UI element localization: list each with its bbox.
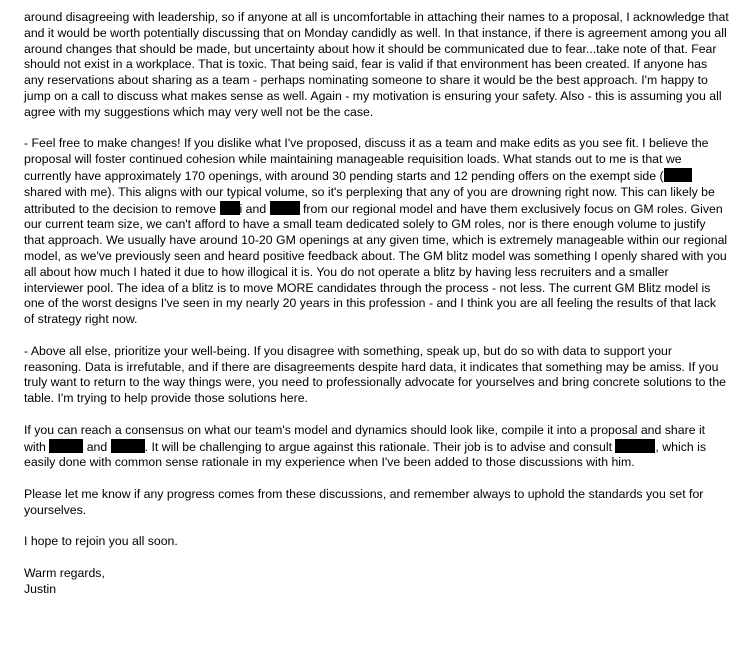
- paragraph-rejoin: I hope to rejoin you all soon.: [24, 534, 178, 549]
- text-segment: and: [83, 439, 111, 454]
- redaction-block: [49, 439, 83, 453]
- text-segment: from our regional model and have them exclusively focus on GM roles. Given our current team size, we can't afford to have a small team dedicated solely to GM roles, nor is there enough volume to justify that approach. We usually have around 10-20 GM openings at any given time, which is extremely manageable within our regional model, as we've previously seen and heard positive feedback about. The GM blitz model was something I openly shared with you all about how much I hated it due to how illogical it is. You do not operate a blitz by having less recruiters and a smaller interviewer pool. The idea of a blitz is to move MORE candidates through the process - not less. The current GM Blitz model is one of the worst designs I've seen in my nearly 20 years in this profession - and I think you are all feeling the results of that lack of strategy right now.: [24, 201, 728, 327]
- paragraph-prioritize-well-being: - Above all else, prioritize your well-being. If you disagree with something, speak up, but do so with data to support your reasoning. Data is irrefutable, and if there are disagreements despite hard data, it indicates that something may be amiss. If you truly want to return to the way things were, you need to professionally advocate for yourselves and bring concrete solutions to the table. I'm trying to help provide those solutions here.: [24, 343, 726, 406]
- text-segment: , which is easily done with common sense rationale in my experience when I've been added to those discussions with him.: [24, 439, 706, 470]
- redaction-block: [111, 439, 145, 453]
- text-segment: If you can reach a consensus on what our team's model and dynamics should look like, compile it into a proposal and share it with: [24, 422, 706, 454]
- text-segment: i and: [239, 201, 270, 216]
- paragraph-feel-free-to-make-changes: [24, 136, 729, 328]
- text-segment: . It will be challenging to argue against this rationale. Their job is to advise and consult: [144, 439, 616, 454]
- redaction-block: [220, 201, 240, 215]
- signature: Justin: [24, 581, 57, 596]
- paragraph-fear-and-safety: around disagreeing with leadership, so if anyone at all is uncomfortable in attaching their names to a proposal, I acknowledge that and it would be worth potentially discussing that on Monday candidly as well. In that instance, if there is agreement among you all around changes that should be made, but uncertainty about how it should be communicated due to fear...take note of that. Fear should not exist in a workplace. That is toxic. That being said, fear is valid if that environment has been created. If anyone has any reservations about sharing as a team - perhaps nominating someone to share it would be the best approach. I'm happy to jump on a call to discuss what makes sense as well. Again - my motivation is ensuring your safety. Also - this is assuming you all agree with my suggestions which may very well not be the case.: [24, 10, 729, 119]
- paragraph-progress-request: Please let me know if any progress comes from these discussions, and remember always to uphold the standards you set for yourselves.: [24, 486, 704, 517]
- email-body: [24, 10, 729, 597]
- redaction-block: [615, 439, 655, 453]
- paragraph-reach-consensus: [24, 423, 729, 471]
- redaction-block: [270, 201, 300, 215]
- closing-line: Warm regards,: [24, 565, 105, 580]
- text-segment: - Feel free to make changes! If you dislike what I've proposed, discuss it as a team and make edits as you see fit. I believe the proposal will foster continued cohesion while maintaining manageable requisition loads. What stands out to me is that we currently have approximately 170 openings, with around 30 pending starts and 12 pending offers on the exempt side (: [24, 136, 709, 183]
- text-segment: shared with me). This aligns with our typical volume, so it's perplexing that any of you are drowning right now. This can likely be attributed to the decision to remove: [24, 184, 715, 216]
- redaction-block: [664, 168, 692, 182]
